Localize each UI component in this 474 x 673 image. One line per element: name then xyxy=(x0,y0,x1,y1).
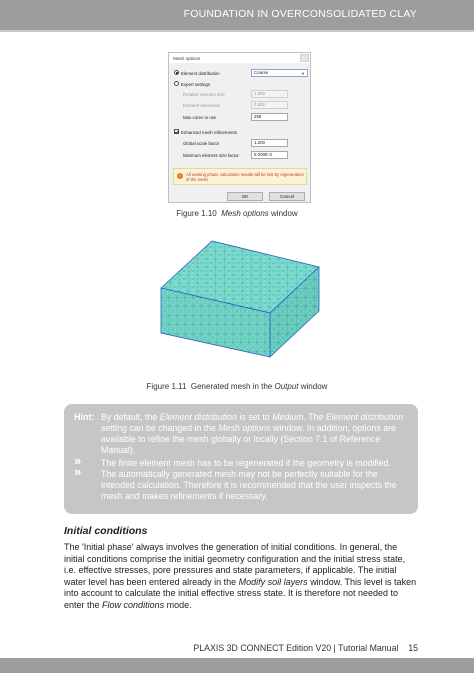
dialog-titlebar xyxy=(169,53,310,63)
relative-element-size-label: Relative element size xyxy=(183,92,225,97)
hint-paragraph-2: The finite element mesh has to be regenerated if the geometry is modified. xyxy=(101,458,391,468)
figure-1-10-suffix: window xyxy=(271,209,298,218)
paragraph-text: mode. xyxy=(166,599,192,610)
hint-p1-text: setting can be changed in the xyxy=(101,423,216,433)
hint-p1-italic: Element distribution xyxy=(325,412,404,422)
element-distribution-value: Coarse xyxy=(254,70,269,75)
footer-text: PLAXIS 3D CONNECT Edition V20 | Tutorial Manual xyxy=(193,643,399,653)
element-distribution-select[interactable] xyxy=(251,69,308,77)
global-scale-label: Global scale factor xyxy=(183,141,220,146)
global-scale-field[interactable]: 1.200 xyxy=(251,139,288,147)
section-paragraph xyxy=(64,542,418,611)
enhanced-refinements-checkbox[interactable] xyxy=(174,129,179,134)
chevron-down-icon: ▼ xyxy=(301,71,305,76)
max-cores-field[interactable]: 256 xyxy=(251,113,288,121)
hint-label: Hint: xyxy=(74,412,95,422)
section-title: Initial conditions xyxy=(64,525,148,537)
footer-bar xyxy=(0,658,474,673)
warning-message xyxy=(173,168,307,185)
min-element-size-label: Minimum element size factor xyxy=(183,153,239,158)
paragraph-italic: Flow conditions xyxy=(102,599,165,610)
hint-p1-italic: Element distribution xyxy=(159,412,237,422)
hint-p1-text: is set to xyxy=(239,412,270,422)
hint-p1-text: . The xyxy=(303,412,324,422)
hint-p1-italic: Medium xyxy=(272,412,304,422)
figure-1-10-caption xyxy=(0,209,474,218)
figure-1-11-title: Output xyxy=(274,382,299,391)
element-distribution-label: Element distribution xyxy=(181,70,220,76)
min-element-size-field[interactable]: 5.000E-3 xyxy=(251,151,288,159)
element-dimension-field[interactable]: 8.502 xyxy=(251,101,288,109)
page-footer xyxy=(193,643,418,653)
page-number: 15 xyxy=(408,643,418,653)
dialog-title: Mesh options xyxy=(173,56,201,61)
header-rule xyxy=(0,30,474,32)
hint-p1-text: window. In addition, options are available to refine the mesh globally or locally (Section 7.1 of Reference Manual). xyxy=(101,423,396,455)
warning-text: All existing phase calculation results will be lost by regeneration of the mesh. xyxy=(186,172,304,183)
paragraph-text: The 'Initial phase' always involves the generation of initial conditions. In general, the initial conditions comprise the initial geometry configuration and the initial stress state, i.e. effective stresses, pore pressures and state parameters, if applicable. The initial water level has been entered already in the xyxy=(64,542,406,587)
relative-element-size-field[interactable]: 1.500 xyxy=(251,90,288,98)
element-dimension-label: Element dimension xyxy=(183,103,221,108)
enhanced-refinements-label: Enhanced mesh refinements xyxy=(181,129,237,135)
figure-1-10-number: Figure 1.10 xyxy=(176,209,217,218)
figure-1-11-text: Generated mesh in the xyxy=(190,382,273,391)
figure-1-11-suffix: window xyxy=(300,382,328,391)
hint-box xyxy=(64,404,418,514)
hint-paragraph-3: The automatically generated mesh may not be perfectly suitable for the intended calculation. Therefore it is recommended that the user inspects the mesh and makes refinements if necessary. xyxy=(101,469,397,501)
chapter-title: FOUNDATION IN OVERCONSOLIDATED CLAY xyxy=(183,8,417,20)
cancel-button[interactable]: Cancel xyxy=(269,192,305,201)
close-button[interactable] xyxy=(300,54,309,62)
hint-p1-italic: Mesh options xyxy=(218,423,271,433)
chevron-right-icon: » xyxy=(74,464,82,479)
element-distribution-radio[interactable] xyxy=(174,70,179,75)
hint-paragraph-1 xyxy=(101,412,413,456)
paragraph-italic: Modify soil layers xyxy=(238,576,308,587)
ok-button[interactable]: OK xyxy=(227,192,263,201)
figure-1-11-caption xyxy=(0,382,474,391)
mesh-options-dialog xyxy=(168,52,311,203)
header-banner xyxy=(0,0,474,30)
figure-1-10-title: Mesh options xyxy=(221,209,269,218)
chevron-right-icon: » xyxy=(74,453,82,468)
paragraph-text: window. This level is taken into account to calculate the initial effective stress state. It is therefore not needed to enter the xyxy=(64,576,417,610)
expert-settings-label: Expert settings xyxy=(181,81,211,87)
warning-icon: ! xyxy=(177,173,183,179)
hint-p1-text: By default, the xyxy=(101,412,158,422)
max-cores-label: Max cores to use xyxy=(183,115,217,120)
generated-mesh-image xyxy=(157,239,323,359)
expert-settings-radio[interactable] xyxy=(174,81,179,86)
figure-1-11-number: Figure 1.11 xyxy=(146,382,187,391)
